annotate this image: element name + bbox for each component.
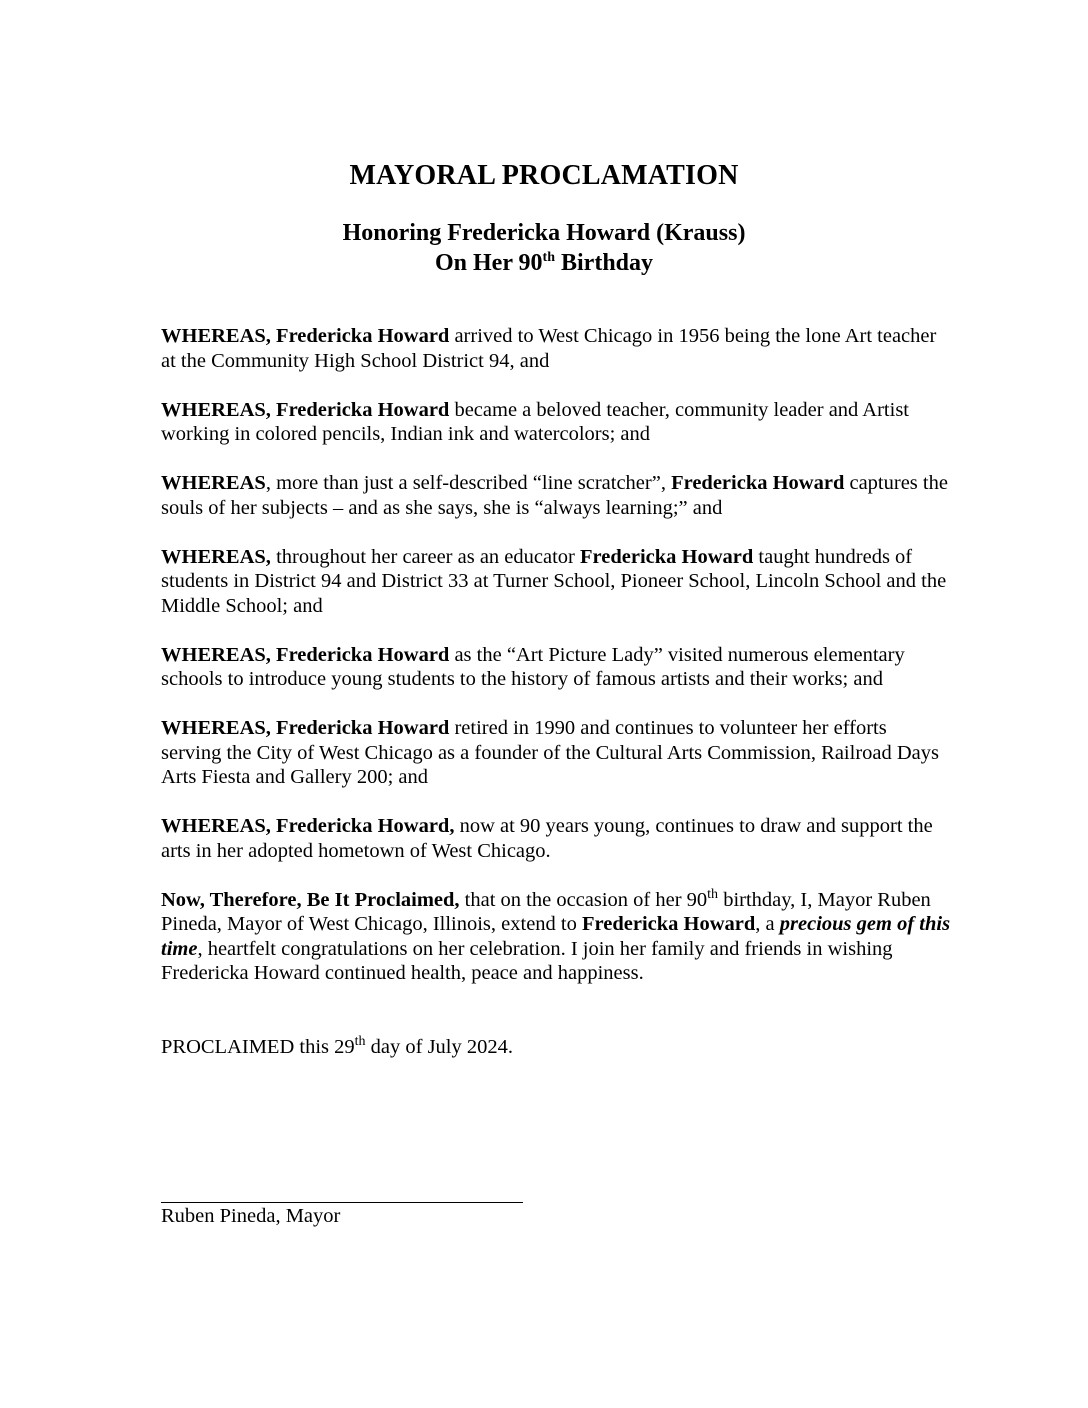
honoree-name: Fredericka Howard bbox=[582, 913, 756, 935]
date-post: day of July 2024. bbox=[365, 1035, 514, 1058]
ordinal-sup: th bbox=[707, 886, 719, 902]
paragraph-text: throughout her career as an educator bbox=[270, 545, 580, 568]
date-pre: PROCLAIMED this 29 bbox=[161, 1035, 355, 1058]
paragraph-text: became a beloved teacher, community leader and Artist working in colored pencils, Indian ink and watercolors; and bbox=[161, 398, 909, 445]
subtitle-line-2-sup: th bbox=[542, 250, 555, 265]
whereas-lead: WHEREAS, Fredericka Howard, bbox=[161, 815, 455, 837]
paragraph-text: captures the souls of her subjects – and as she says, she is “always learning;” and bbox=[161, 472, 948, 519]
paragraph-text: birthday, I, Mayor Ruben Pineda, Mayor of West Chicago, Illinois, extend to bbox=[161, 888, 931, 935]
subtitle-line-1: Honoring Fredericka Howard (Krauss) bbox=[342, 220, 746, 246]
proclaimed-lead: Now, Therefore, Be It Proclaimed, bbox=[161, 888, 460, 911]
ordinal-sup: th bbox=[354, 1033, 366, 1049]
signature-name: Ruben Pineda, Mayor bbox=[161, 1205, 341, 1227]
signature-line bbox=[161, 1202, 523, 1203]
subtitle-line-2-pre: On Her 90 bbox=[434, 250, 543, 276]
whereas-lead: WHEREAS, Fredericka Howard bbox=[161, 398, 450, 421]
proclamation-body bbox=[161, 324, 951, 1084]
page-subtitle bbox=[0, 218, 1088, 278]
whereas-lead: WHEREAS, bbox=[161, 545, 271, 568]
whereas-lead: WHEREAS, Fredericka Howard bbox=[161, 325, 450, 347]
paragraph-text: arrived to West Chicago in 1956 being the lone Art teacher at the Community High School District 94, and bbox=[161, 325, 937, 372]
page-title: MAYORAL PROCLAMATION bbox=[349, 160, 739, 191]
whereas-paragraph-6 bbox=[161, 716, 951, 790]
proclaimed-paragraph bbox=[161, 888, 951, 986]
whereas-lead: WHEREAS, Fredericka Howard bbox=[161, 717, 450, 739]
paragraph-text: , heartfelt congratulations on her celebration. I join her family and friends in wishing Fredericka Howard continued health, peace and happiness. bbox=[161, 937, 893, 984]
whereas-lead: WHEREAS bbox=[161, 472, 266, 494]
paragraph-text: now at 90 years young, continues to draw and support the arts in her adopted hometown of West Chicago. bbox=[161, 815, 933, 862]
whereas-paragraph-1 bbox=[161, 324, 951, 373]
paragraph-text: taught hundreds of students in District 94 and District 33 at Turner School, Pioneer School, Lincoln School and the Middle School; and bbox=[161, 545, 947, 617]
whereas-paragraph-7 bbox=[161, 814, 951, 863]
paragraph-text: retired in 1990 and continues to volunteer her efforts serving the City of West Chicago as a founder of the Cultural Arts Commission, Railroad Days Arts Fiesta and Gallery 200; and bbox=[161, 717, 939, 788]
whereas-paragraph-3 bbox=[161, 471, 951, 520]
proclamation-date bbox=[161, 1035, 951, 1060]
honoree-name: Fredericka Howard bbox=[580, 545, 754, 568]
honoree-name: Fredericka Howard bbox=[671, 472, 845, 494]
whereas-paragraph-4 bbox=[161, 545, 951, 619]
emphasis-text: precious gem of this time bbox=[161, 913, 951, 960]
paragraph-text: that on the occasion of her 90 bbox=[459, 888, 708, 911]
subtitle-line-2-post: Birthday bbox=[555, 250, 654, 276]
whereas-paragraph-5 bbox=[161, 643, 951, 692]
whereas-paragraph-2 bbox=[161, 398, 951, 447]
paragraph-text: , more than just a self-described “line scratcher”, bbox=[265, 472, 672, 494]
whereas-lead: WHEREAS, Fredericka Howard bbox=[161, 643, 450, 666]
paragraph-text: as the “Art Picture Lady” visited numerous elementary schools to introduce young students to the history of famous artists and their works; and bbox=[161, 643, 905, 690]
paragraph-text: , a bbox=[755, 913, 780, 935]
subtitle-line-2 bbox=[0, 248, 1088, 278]
